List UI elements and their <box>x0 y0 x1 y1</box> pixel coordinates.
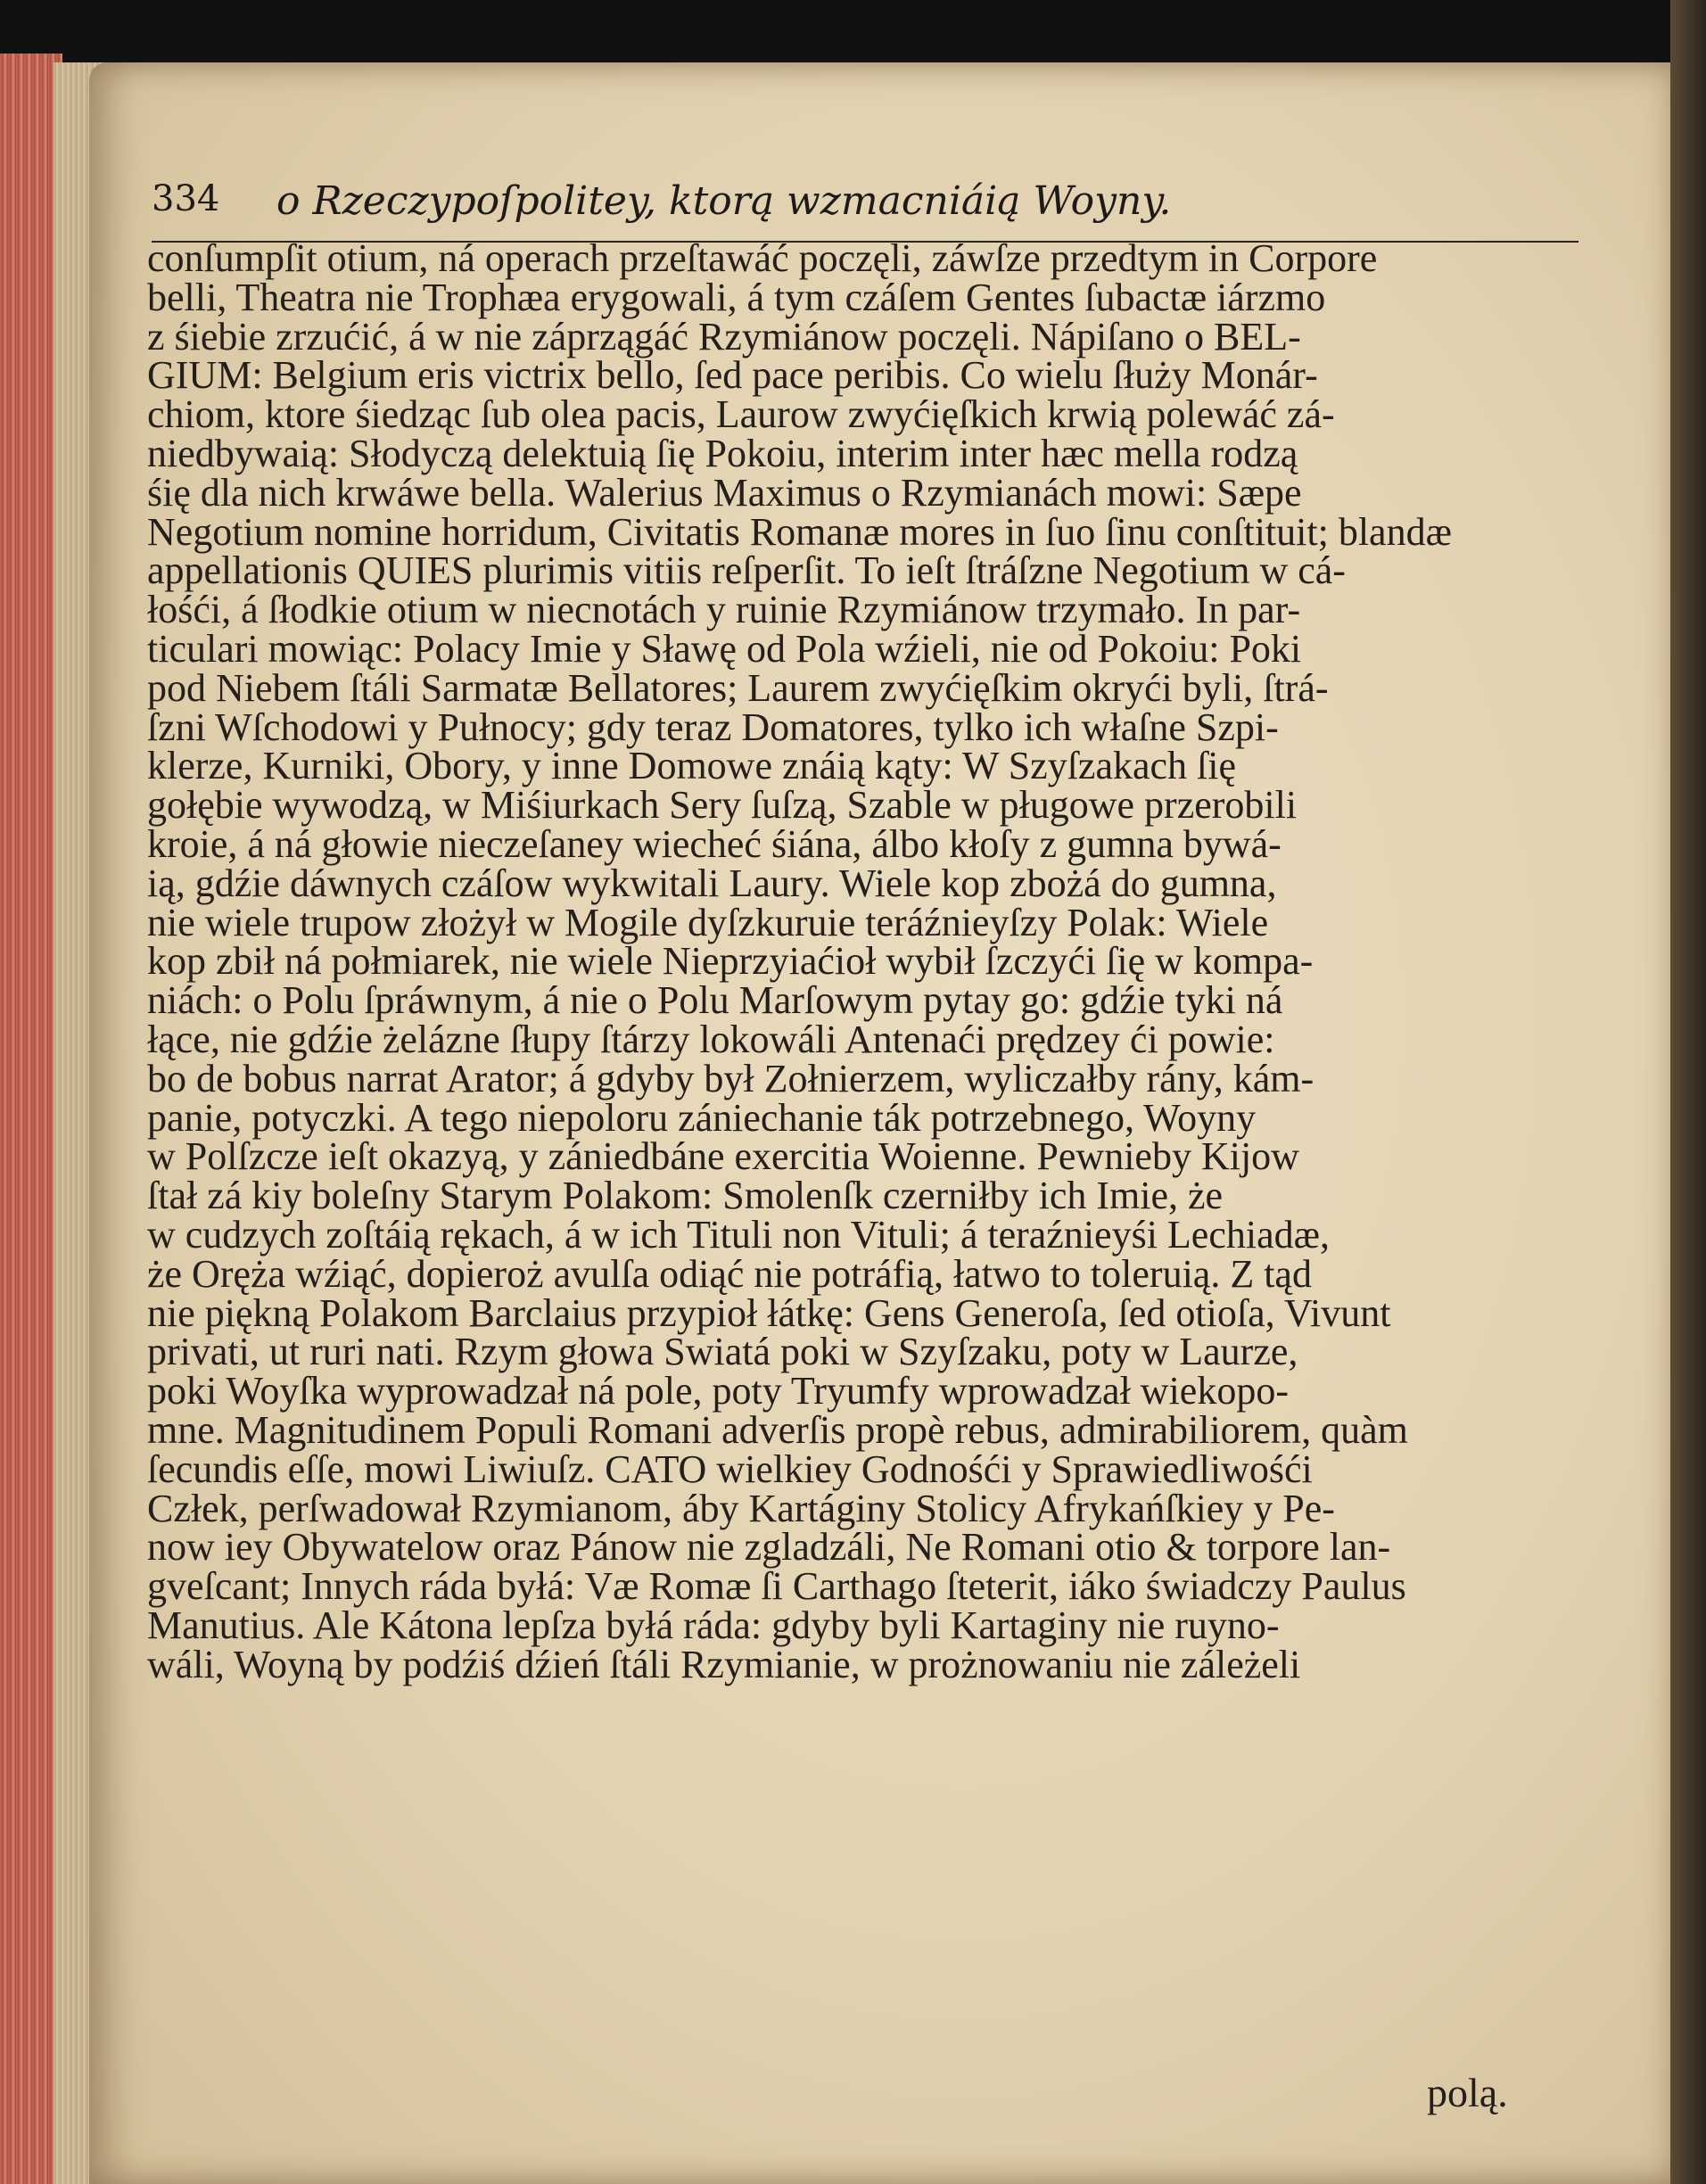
text-line: nie piękną Polakom Barclaius przypioł łátkę: Gens Generoſa, ſed otioſa, Vivunt <box>147 1290 1391 1335</box>
text-line: mne. Magnitudinem Populi Romani adverſis propè rebus, admirabiliorem, quàm <box>147 1407 1408 1452</box>
text-line: że Oręża wźiąć, dopieroż avulſa odiąć nie potráfią, łatwo to toleruią. Z tąd <box>147 1251 1312 1296</box>
text-line: wáli, Woyną by podźiś dźień ſtáli Rzymianie, w prożnowaniu nie záleżeli <box>147 1642 1301 1686</box>
text-line: nie wiele trupow złożył w Mogile dyſzkuruie teráźnieyſzy Polak: Wiele <box>147 900 1269 944</box>
text-line: pod Niebem ſtáli Sarmatæ Bellatores; Laurem zwyćięſkim okryći byli, ſtrá- <box>147 665 1329 710</box>
text-line: appellationis QUIES plurimis vitiis reſperſit. To ieſt ſtráſzne Negotium w cá- <box>147 548 1346 593</box>
text-line: ſecundis eſſe, mowi Liwiuſz. CATO wielkiey Godnośći y Sprawiedliwośći <box>147 1446 1313 1491</box>
text-line: gołębie wywodzą, w Miśiurkach Sery ſuſzą, Szable w pługowe przerobili <box>147 783 1298 828</box>
text-line: niách: o Polu ſpráwnym, á nie o Polu Marſowym pytay go: gdźie tyki ná <box>147 978 1283 1023</box>
text-line: łośći, á ſłodkie otium w niecnotách y ruinie Rzymiánow trzymało. In par- <box>147 588 1301 632</box>
text-line: ſtał zá kiy boleſny Starym Polakom: Smolenſk czerniłby ich Imie, że <box>147 1174 1224 1218</box>
text-line: niedbywaią: Słodyczą delektuią ſię Pokoiu, interim inter hæc mella rodzą <box>147 431 1298 475</box>
text-line: privati, ut ruri nati. Rzym głowa Swiatá poki w Szyſzaku, poty w Laurze, <box>147 1330 1298 1374</box>
text-line: Człek, perſwadował Rzymianom, áby Kartáginy Stolicy Afrykańſkiey y Pe- <box>147 1486 1335 1530</box>
text-line: ią, gdźie dáwnych czáſow wykwitali Laury. Wiele kop zbożá do gumna, <box>147 861 1277 905</box>
text-line: Negotium nomine horridum, Civitatis Romanæ mores in ſuo ſinu conſtituit; blandæ <box>147 509 1452 554</box>
text-line: ticulari mowiąc: Polacy Imie y Sławę od Pola wźieli, nie od Pokoiu: Poki <box>147 626 1302 671</box>
text-line: łące, nie gdźie żelázne ſłupy ſtárzy lokowáli Antenaći prędzey ći powie: <box>147 1017 1275 1061</box>
right-shadow <box>1670 0 1706 2184</box>
page-number: 334 <box>152 178 220 219</box>
text-line: klerze, Kurniki, Obory, y inne Domowe znáią kąty: W Szyſzakach ſię <box>147 744 1237 788</box>
text-line: śię dla nich krwáwe bella. Walerius Maximus o Rzymianách mowi: Sæpe <box>147 470 1302 515</box>
running-title: o Rzeczypoſpolitey, ktorą wzmacniáią Woyny. <box>276 178 1172 224</box>
text-line: now iey Obywatelow oraz Pánow nie zgladzáli, Ne Romani otio & torpore lan- <box>147 1525 1391 1570</box>
text-line: bo de bobus narrat Arator; á gdyby był Zołnierzem, wyliczałby rány, kám- <box>147 1056 1315 1100</box>
text-line: Manutius. Ale Kátona lepſza byłá ráda: gdyby byli Kartaginy nie ruyno- <box>147 1603 1280 1647</box>
text-line: GIUM: Belgium eris victrix bello, ſed pace peribis. Co wielu ſłużу Monár- <box>147 353 1318 398</box>
text-line: ſzni Wſchodowi y Pułnocy; gdy teraz Domatores, tylko ich właſne Szpi- <box>147 705 1279 749</box>
page-header <box>152 178 1578 243</box>
text-line: conſumpſit otium, ná operach przeſtawáć poczęli, záwſze przedtym in Corpore <box>147 236 1378 280</box>
text-line: belli, Theatra nie Trophæa erygowali, á tym czáſem Gentes ſubactæ iárzmo <box>147 275 1326 319</box>
text-line: w cudzych zoſtáią rękach, á w ich Tituli non Vituli; á teraźnieyśi Lechiadæ, <box>147 1212 1330 1257</box>
catchword: polą. <box>1427 2070 1508 2115</box>
text-line: poki Woyſka wyprowadzał ná pole, poty Tryumfy wprowadzał wiekopo- <box>147 1369 1289 1413</box>
text-line: z śiebie zrzućić, á w nie záprzągáć Rzymiánow poczęli. Nápiſano o BEL- <box>147 314 1301 359</box>
text-line: w Polſzcze ieſt okazyą, y zániedbáne exercitia Woienne. Pewnieby Kijow <box>147 1134 1299 1179</box>
text-line: chiom, ktore śiedząc ſub olea pacis, Laurow zwyćięſkich krwią polewáć zá- <box>147 392 1335 437</box>
text-line: panie, potyczki. A tego niepoloru zániechanie ták potrzebnego, Woyny <box>147 1095 1257 1140</box>
text-line: kop zbił ná połmiarek, nie wiele Nieprzyiaćioł wybił ſzczyći ſię w kompa- <box>147 939 1314 984</box>
body-text <box>147 236 1592 1686</box>
text-line: kroie, á ná głowie nieczeſaney wiecheć śiána, álbo kłoſy z gumna bywá- <box>147 821 1282 866</box>
text-line: gveſcant; Innych ráda byłá: Væ Romæ ſi Carthago ſteterit, iáko świadczy Paulus <box>147 1564 1406 1609</box>
